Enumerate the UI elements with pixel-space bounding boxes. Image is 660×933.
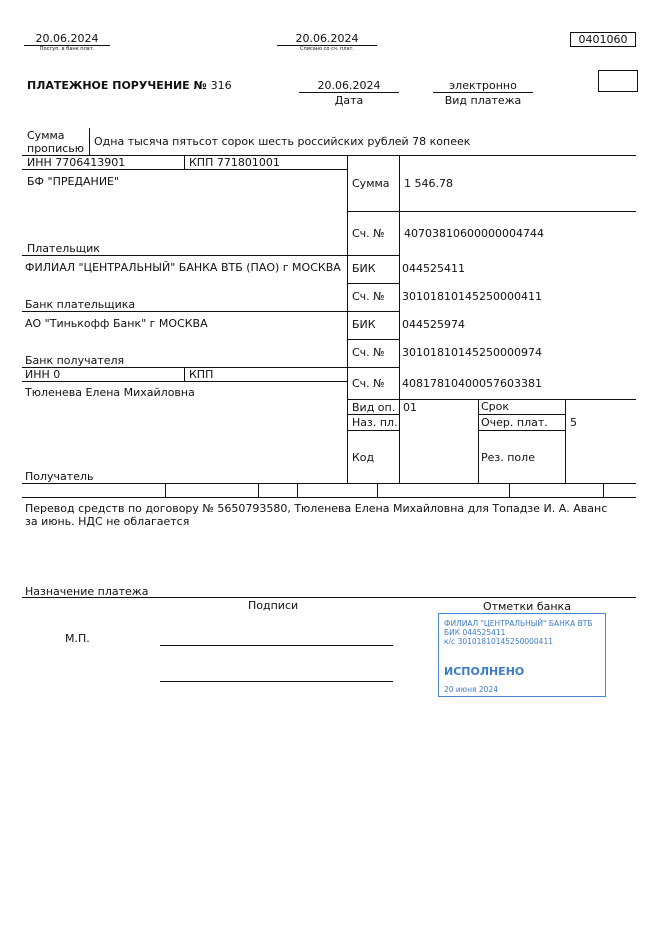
payee-inn: ИНН 0 — [25, 368, 61, 381]
grid-line — [184, 367, 185, 381]
debited-caption: Списано со сч. плат. — [299, 46, 355, 52]
title-label: ПЛАТЕЖНОЕ ПОРУЧЕНИЕ № — [27, 79, 207, 92]
payee-bik-label: БИК — [352, 318, 376, 331]
grid-line — [478, 430, 565, 431]
payer-bank-name: ФИЛИАЛ "ЦЕНТРАЛЬНЫЙ" БАНКА ВТБ (ПАО) г МОСКВА — [25, 261, 341, 274]
payer-kpp: КПП 771801001 — [189, 156, 280, 169]
rez-label: Рез. поле — [481, 451, 535, 464]
grid-line — [184, 155, 185, 169]
grid-line — [22, 255, 399, 256]
payee-name: Тюленева Елена Михайловна — [25, 386, 195, 399]
payer-account-label: Сч. № — [352, 227, 385, 240]
grid-line — [347, 155, 348, 483]
payee-bank-account-value: 30101810145250000974 — [402, 346, 542, 359]
signature-line-2 — [160, 681, 393, 682]
payment-type-caption: Вид платежа — [444, 94, 522, 107]
payer-account-value: 40703810600000004744 — [404, 227, 544, 240]
grid-line — [347, 430, 399, 431]
payer-bank-account-label: Сч. № — [352, 290, 385, 303]
ocher-value: 5 — [570, 416, 577, 429]
kod-label: Код — [352, 451, 375, 464]
mp-label: М.П. — [65, 632, 90, 645]
payer-bank-caption: Банк плательщика — [25, 298, 136, 311]
stamp-status: ИСПОЛНЕНО — [444, 665, 525, 678]
grid-line — [603, 483, 604, 497]
document-date-line — [299, 92, 399, 93]
payer-bank-account-value: 30101810145250000411 — [402, 290, 542, 303]
status-box — [598, 70, 638, 92]
debited-date: 20.06.2024 — [295, 32, 359, 45]
vid-op-label: Вид оп. — [352, 401, 396, 414]
document-title — [27, 79, 232, 92]
grid-line — [22, 497, 636, 498]
grid-line — [478, 414, 565, 415]
amount-words-value: Одна тысяча пятьсот сорок шесть российских рублей 78 копеек — [94, 135, 471, 148]
bank-stamp — [438, 613, 606, 697]
grid-line — [377, 483, 378, 497]
date-caption: Дата — [334, 94, 364, 107]
grid-line — [347, 283, 399, 284]
amount-words-divider — [89, 128, 90, 155]
purpose-caption: Назначение платежа — [25, 585, 149, 598]
stamp-date: 20 июня 2024 — [444, 685, 499, 694]
srok-label: Срок — [481, 400, 510, 413]
grid-line — [165, 483, 166, 497]
vid-op-value: 01 — [403, 401, 417, 414]
grid-line — [347, 211, 636, 212]
payee-kpp: КПП — [189, 368, 214, 381]
payer-caption: Плательщик — [27, 242, 100, 255]
naz-pl-label: Наз. пл. — [352, 416, 398, 429]
grid-line — [478, 399, 479, 483]
stamp-line-3: к/с 30101810145250000411 — [444, 637, 553, 646]
payee-caption: Получатель — [25, 470, 94, 483]
payee-account-value: 40817810400057603381 — [402, 377, 542, 390]
received-caption: Поступ. в банк плат. — [39, 46, 95, 52]
payer-bik-value: 044525411 — [402, 262, 465, 275]
signature-line-1 — [160, 645, 393, 646]
purpose-text: Перевод средств по договору № 5650793580, Тюленева Елена Михайловна для Топадзе И. А. Аванс за июнь. НДС не облагается — [25, 502, 608, 528]
payee-bank-caption: Банк получателя — [25, 354, 125, 367]
payer-name: БФ "ПРЕДАНИЕ" — [27, 175, 120, 188]
grid-line — [509, 483, 510, 497]
sum-value: 1 546.78 — [404, 177, 453, 190]
bank-marks-caption: Отметки банка — [483, 600, 571, 613]
payee-bank-account-label: Сч. № — [352, 346, 385, 359]
payment-type: электронно — [449, 79, 517, 92]
document-date: 20.06.2024 — [317, 79, 381, 92]
payer-bik-label: БИК — [352, 262, 376, 275]
payee-account-label: Сч. № — [352, 377, 385, 390]
amount-words-label: Сумма прописью — [27, 129, 85, 155]
grid-line — [22, 311, 399, 312]
grid-line — [22, 381, 347, 382]
stamp-line-1: ФИЛИАЛ "ЦЕНТРАЛЬНЫЙ" БАНКА ВТБ — [444, 619, 593, 628]
payee-bank-name: АО "Тинькофф Банк" г МОСКВА — [25, 317, 208, 330]
grid-line — [22, 483, 636, 484]
form-code: 0401060 — [570, 32, 636, 47]
grid-line — [565, 399, 566, 483]
sum-label: Сумма — [352, 177, 390, 190]
grid-line — [347, 339, 399, 340]
grid-line — [347, 414, 399, 415]
payee-bik-value: 044525974 — [402, 318, 465, 331]
grid-line — [258, 483, 259, 497]
stamp-line-2: БИК 044525411 — [444, 628, 506, 637]
payment-type-line — [433, 92, 533, 93]
received-date: 20.06.2024 — [35, 32, 99, 45]
grid-line — [297, 483, 298, 497]
grid-line — [399, 155, 400, 483]
grid-line — [22, 169, 347, 170]
payer-inn: ИНН 7706413901 — [27, 156, 126, 169]
ocher-label: Очер. плат. — [481, 416, 548, 429]
document-number: 316 — [210, 79, 232, 92]
signatures-caption: Подписи — [248, 599, 299, 612]
